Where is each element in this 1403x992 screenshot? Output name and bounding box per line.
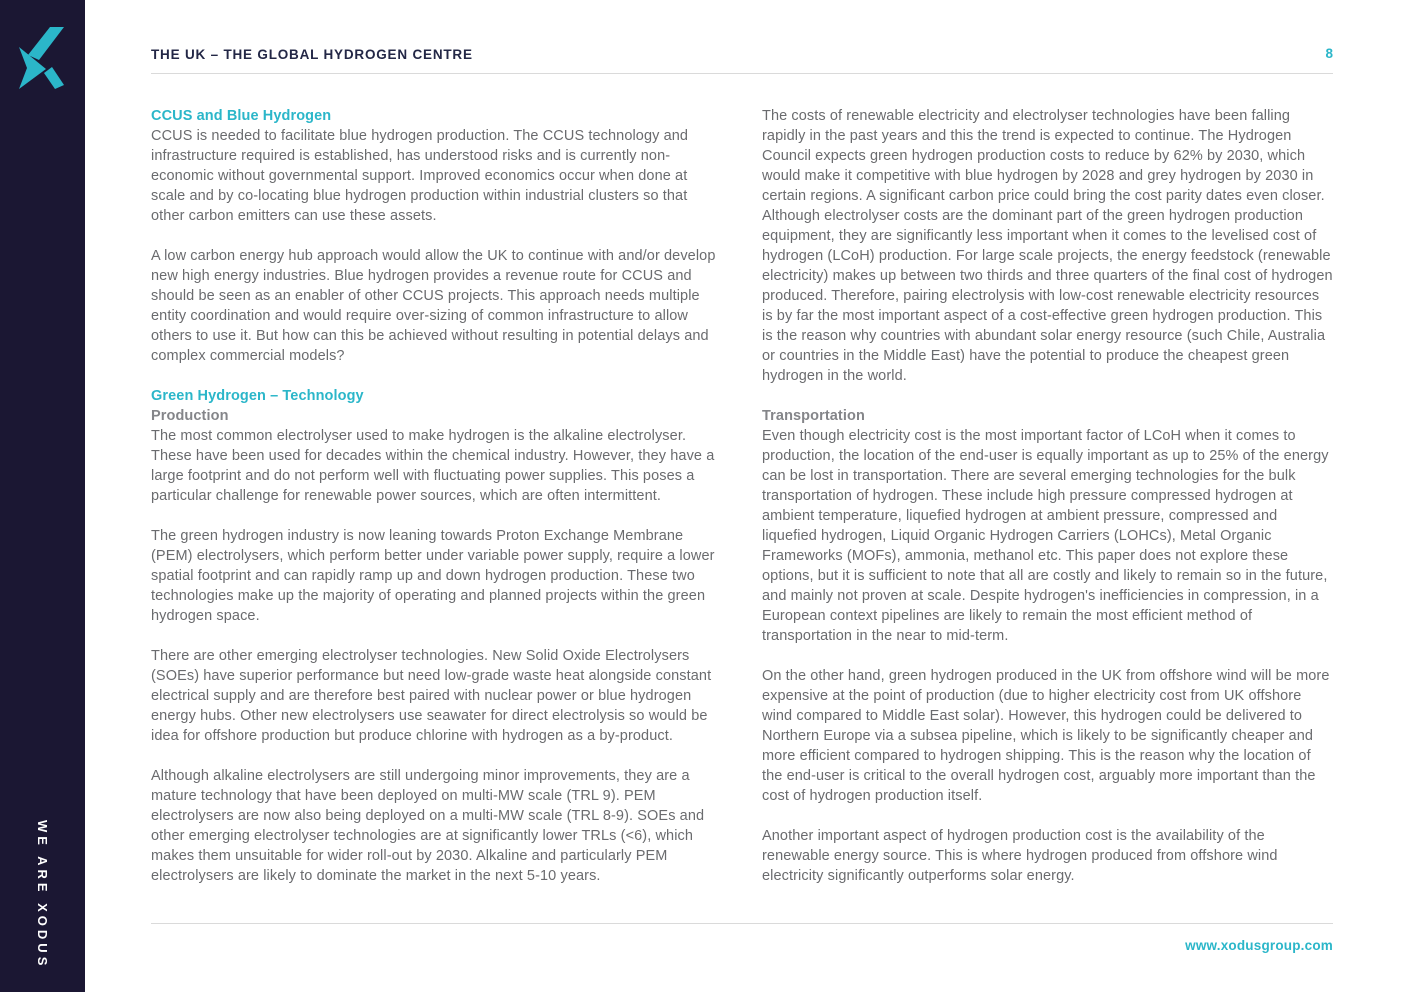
page-header: [151, 0, 1333, 74]
paragraph: A low carbon energy hub approach would allow the UK to continue with and/or develop new high energy industries. Blue hydrogen provides a revenue route for CCUS and should be seen as an enabler of other CCUS projects. This approach needs multiple entity coordination and would require over-sizing of common infrastructure to allow others to use it. But how can this be achieved without resulting in potential delays and complex commercial models?: [151, 248, 716, 364]
brand-sidebar: [0, 0, 85, 992]
paragraph: Another important aspect of hydrogen production cost is the availability of the renewable energy source. This is where hydrogen produced from offshore wind electricity significantly outperforms solar energy.: [762, 828, 1278, 884]
right-column: [762, 106, 1333, 886]
subheading-transportation: Transportation: [762, 408, 865, 424]
page-content: [151, 0, 1333, 955]
website-link[interactable]: www.xodusgroup.com: [1185, 938, 1333, 953]
two-column-body: [151, 106, 1333, 923]
paragraph: Even though electricity cost is the most important factor of LCoH when it comes to production, the location of the end-user is equally important as up to 25% of the energy can be lost in transportation. There are several emerging technologies for the bulk transportation of hydrogen. These include high pressure compressed hydrogen at ambient temperature, liquefied hydrogen at ambient pressure, compressed and liquefied hydrogen, Liquid Organic Hydrogen Carriers (LOHCs), Metal Organic Frameworks (MOFs), ammonia, methanol etc. This paper does not explore these options, but it is sufficient to note that all are costly and likely to remain so in the future, and mainly not proven at scale. Despite hydrogen's inefficiencies in compression, in a European context pipelines are likely to remain the most efficient method of transportation in the near to mid-term.: [762, 428, 1329, 644]
page-title: THE UK – THE GLOBAL HYDROGEN CENTRE: [151, 47, 473, 62]
page-number: 8: [1325, 46, 1333, 61]
header-divider: [151, 73, 1333, 74]
section-heading-green-hydrogen: Green Hydrogen – Technology: [151, 388, 364, 404]
paragraph: On the other hand, green hydrogen produced in the UK from offshore wind will be more expensive at the point of production (due to higher electricity cost from UK offshore wind compared to Middle East solar). However, this hydrogen could be delivered to Northern Europe via a subsea pipeline, which is likely to be significantly cheaper and more efficient compared to hydrogen shipping. This is the reason why the location of the end-user is critical to the overall hydrogen cost, arguably more important than the cost of hydrogen production itself.: [762, 668, 1330, 804]
subheading-production: Production: [151, 408, 229, 424]
page-footer: [151, 924, 1333, 955]
paragraph: The costs of renewable electricity and electrolyser technologies have been falling rapidly in the past years and this the trend is expected to continue. The Hydrogen Council expects green hydrogen production costs to reduce by 62% by 2030, which would make it competitive with blue hydrogen by 2028 and grey hydrogen by 2030 in certain regions. A significant carbon price could bring the cost parity dates even closer. Although electrolyser costs are the dominant part of the green hydrogen production equipment, they are significantly less important when it comes to the levelised cost of hydrogen (LCoH) production. For large scale projects, the energy feedstock (renewable electricity) makes up between two thirds and three quarters of the final cost of hydrogen produced. Therefore, pairing electrolysis with low-cost renewable electricity resources is by far the most important aspect of a cost-effective green hydrogen production. This is the reason why countries with abundant solar energy resource (such Chile, Australia or countries in the Middle East) have the potential to produce the cheapest green hydrogen in the world.: [762, 108, 1333, 384]
paragraph: CCUS is needed to facilitate blue hydrogen production. The CCUS technology and infrastructure required is established, has understood risks and is currently non-economic without governmental support. Improved economics occur when done at scale and by co-locating blue hydrogen production within industrial clusters so that other carbon emitters can use these assets.: [151, 128, 689, 224]
paragraph: The green hydrogen industry is now leaning towards Proton Exchange Membrane (PEM) electrolysers, which perform better under variable power supply, require a lower spatial footprint and can rapidly ramp up and down hydrogen production. These two technologies make up the majority of operating and planned projects within the green hydrogen space.: [151, 528, 715, 624]
paragraph: The most common electrolyser used to make hydrogen is the alkaline electrolyser. These have been used for decades within the chemical industry. However, they have a large footprint and do not perform well with fluctuating power supplies. This poses a particular challenge for renewable power sources, which are often intermittent.: [151, 428, 715, 504]
paragraph: There are other emerging electrolyser technologies. New Solid Oxide Electrolysers (SOEs) have superior performance but need low-grade waste heat alongside constant electrical supply and are therefore best paired with nuclear power or blue hydrogen energy hubs. Other new electrolysers use seawater for direct electrolysis so would be idea for offshore production but produce chlorine with hydrogen as a by-product.: [151, 648, 712, 744]
brand-tagline: WE ARE XODUS: [35, 820, 50, 970]
section-heading-ccus: CCUS and Blue Hydrogen: [151, 108, 332, 124]
left-column: [151, 106, 723, 886]
paragraph: Although alkaline electrolysers are still undergoing minor improvements, they are a mature technology that have been deployed on multi-MW scale (TRL 9). PEM electrolysers are now also being deployed on a multi-MW scale (TRL 8-9). SOEs and other emerging electrolyser technologies are at significantly lower TRLs (<6), which makes them unsuitable for wider roll-out by 2030. Alkaline and particularly PEM electrolysers are likely to dominate the market in the next 5-10 years.: [151, 768, 705, 884]
xodus-logo-icon: [17, 27, 71, 89]
